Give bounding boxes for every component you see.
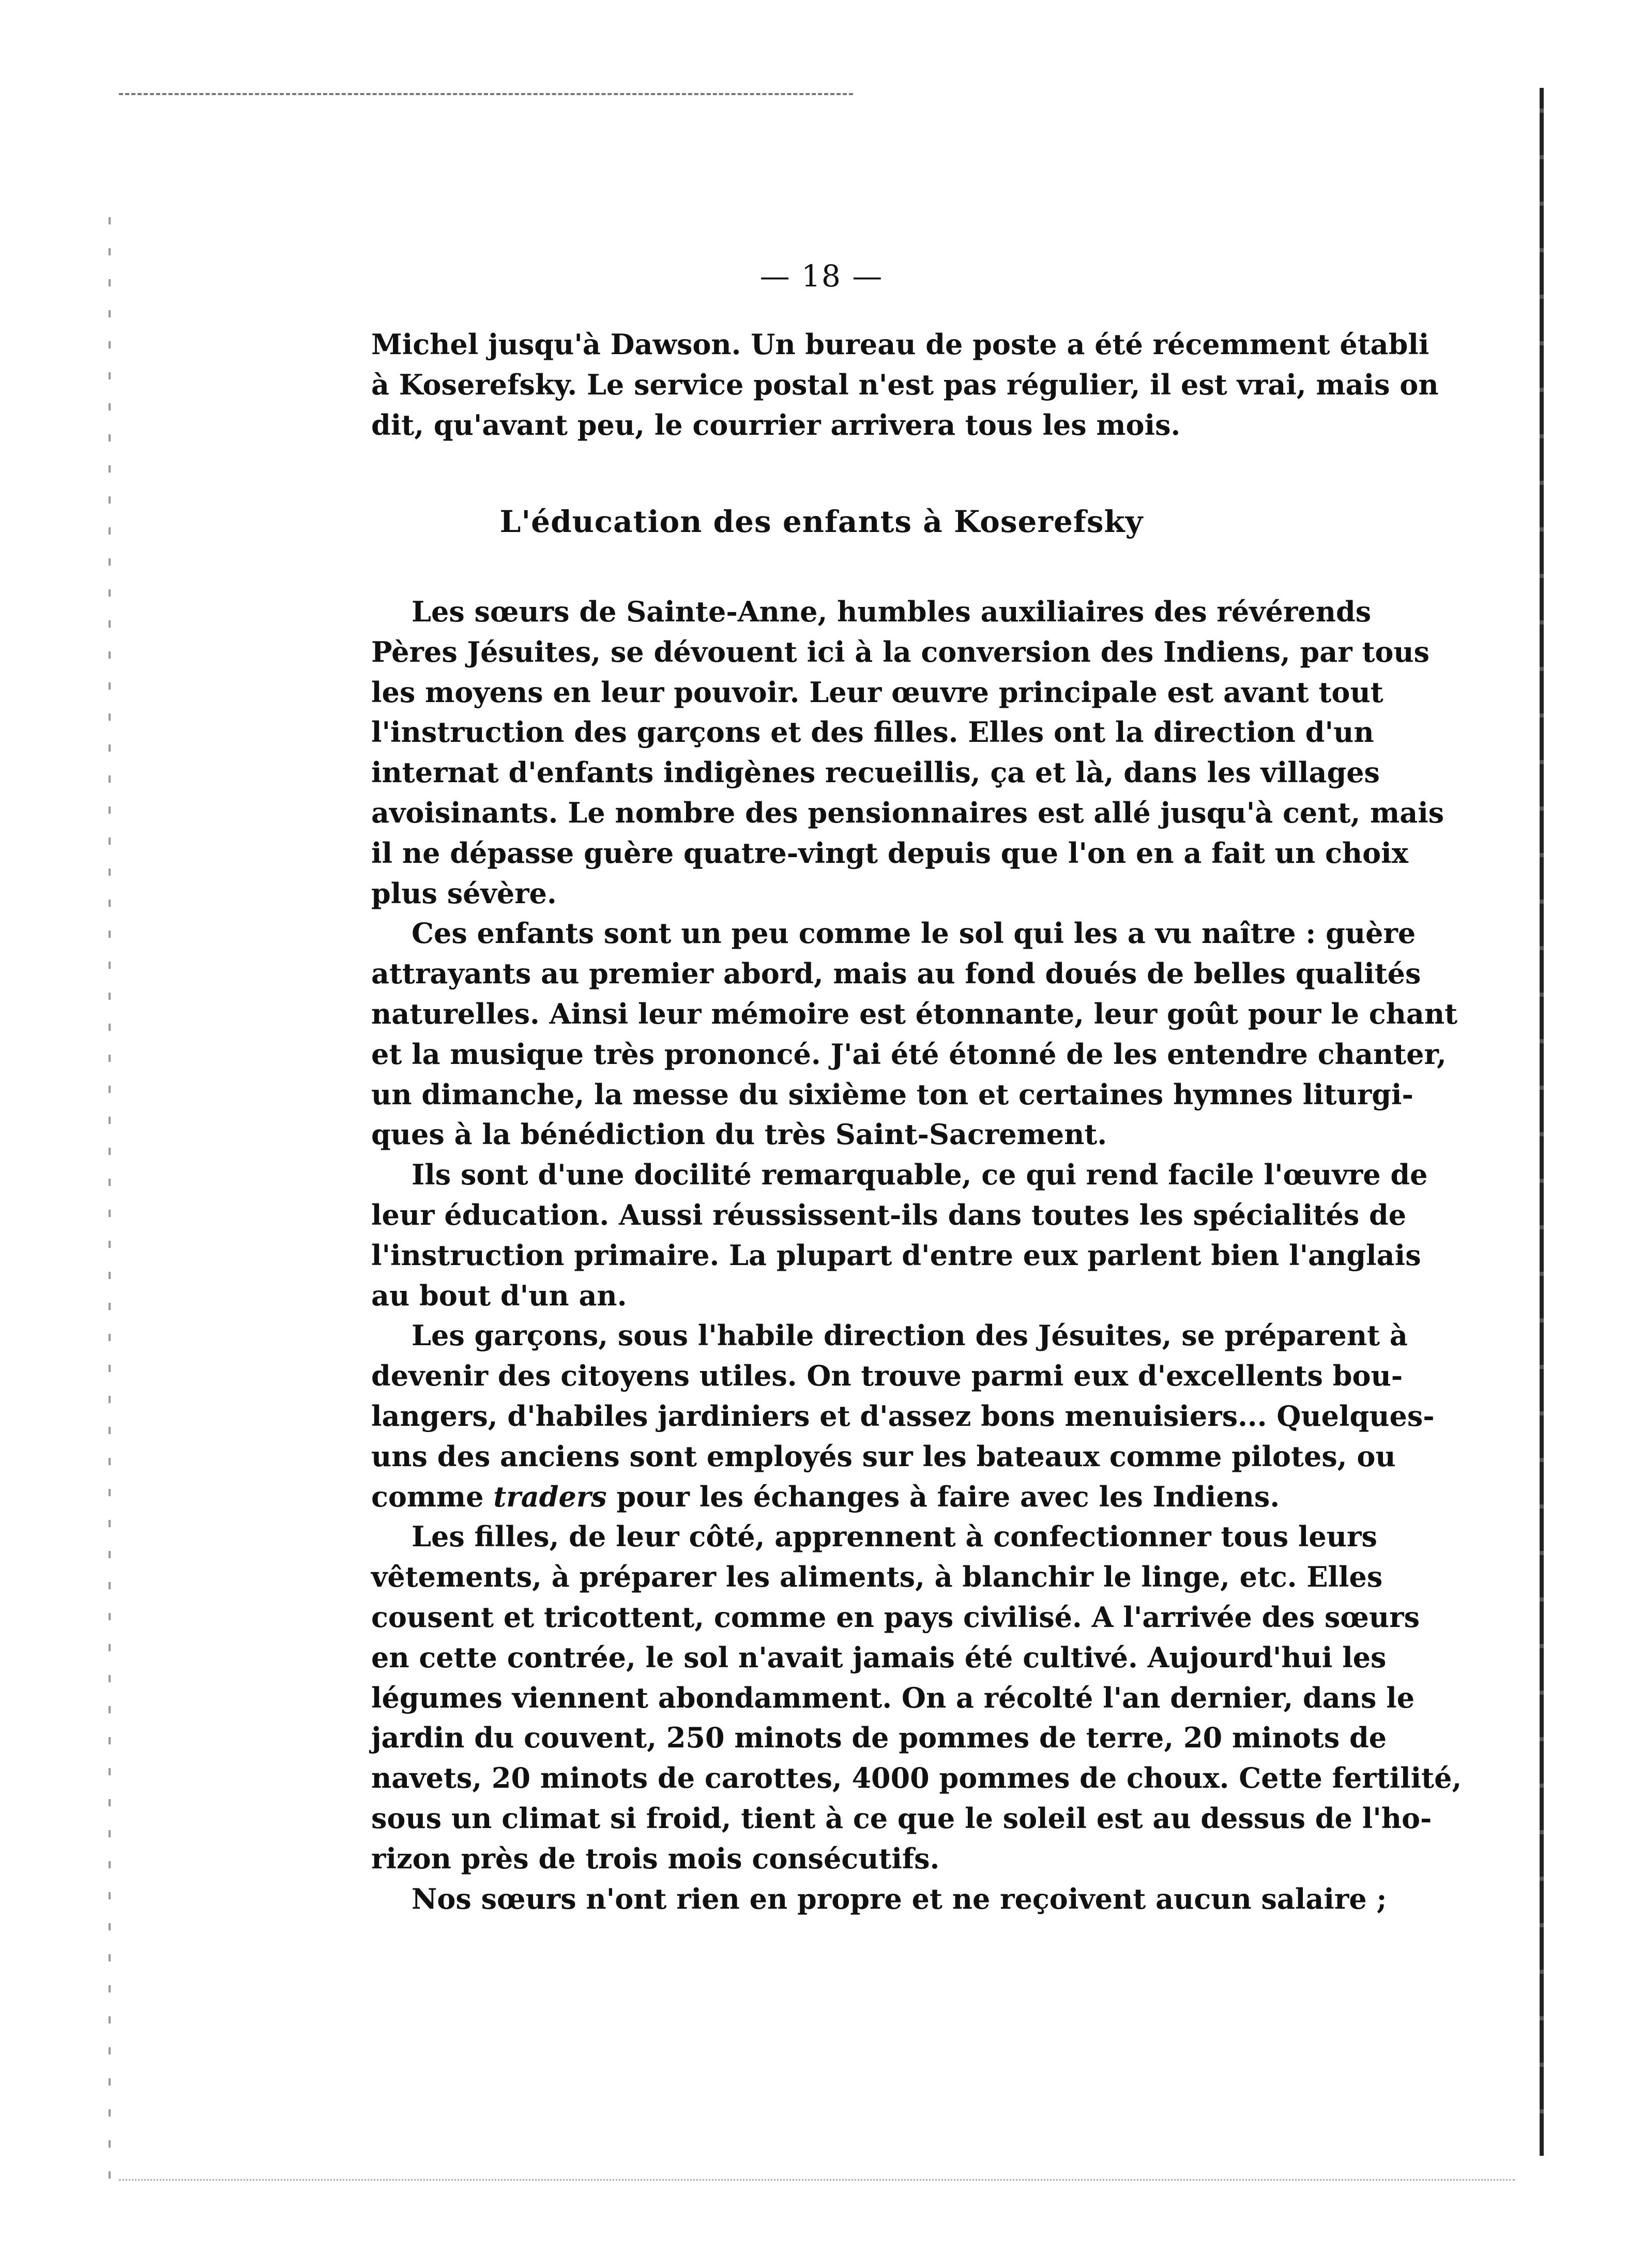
paragraph-line: internat d'enfants indigènes recueillis, ça et là, dans les villages [371,756,1380,789]
paragraph-line: vêtements, à préparer les aliments, à blanchir le linge, etc. Elles [371,1560,1383,1594]
paragraph-line: ques à la bénédiction du très Saint-Sacrement. [371,1118,1107,1151]
body-text [371,592,1462,1919]
paragraph-line: il ne dépasse guère quatre-vingt depuis que l'on en a fait un choix [371,836,1408,870]
scan-right-edge [1540,88,1544,2156]
intro-line: à Koserefsky. Le service postal n'est pas régulier, il est vrai, mais on [371,368,1439,401]
paragraph-line: Les filles, de leur côté, apprennent à confectionner tous leurs [412,1520,1377,1554]
italic-word: traders [493,1480,607,1513]
paragraph-line: navets, 20 minots de carottes, 4000 pommes de choux. Cette fertilité, [371,1761,1462,1795]
paragraph-line: légumes viennent abondamment. On a récolté l'an dernier, dans le [371,1681,1415,1714]
scan-top-rule [119,93,853,95]
paragraph-line: les moyens en leur pouvoir. Leur œuvre principale est avant tout [371,675,1383,709]
paragraph-line: Pères Jésuites, se dévouent ici à la conversion des Indiens, par tous [371,635,1430,668]
scan-bottom-rule [119,2179,1515,2181]
intro-line: dit, qu'avant peu, le courrier arrivera tous les mois. [371,408,1181,442]
paragraph-line: plus sévère. [371,876,557,910]
paragraph-line: et la musique très prononcé. J'ai été étonné de les entendre chanter, [371,1037,1447,1071]
paragraph-line: en cette contrée, le sol n'avait jamais été cultivé. Aujourd'hui les [371,1640,1387,1674]
paragraph-line: l'instruction primaire. La plupart d'entre eux parlent bien l'anglais [371,1238,1421,1272]
page-number: — 18 — [759,258,884,294]
paragraph-line: au bout d'un an. [371,1278,627,1312]
paragraph-line: Les garçons, sous l'habile direction des Jésuites, se préparent à [412,1319,1408,1352]
paragraph-line: Ces enfants sont un peu comme le sol qui les a vu naître : guère [412,917,1416,950]
paragraph-line: cousent et tricottent, comme en pays civilisé. A l'arrivée des sœurs [371,1600,1420,1634]
paragraph-line: devenir des citoyens utiles. On trouve parmi eux d'excellents bou- [371,1359,1403,1393]
intro-line: Michel jusqu'à Dawson. Un bureau de poste a été récemment établi [371,328,1429,361]
paragraph-line: Les sœurs de Sainte-Anne, humbles auxiliaires des révérends [412,595,1372,628]
paragraph-line: Nos sœurs n'ont rien en propre et ne reçoivent aucun salaire ; [412,1882,1387,1915]
paragraph-line: leur éducation. Aussi réussissent-ils dans toutes les spécialités de [371,1198,1407,1231]
intro-text [371,325,1439,445]
paragraph-line: l'instruction des garçons et des filles. Elles ont la direction d'un [371,716,1374,749]
paragraph-line: comme traders pour les échanges à faire avec les Indiens. [371,1480,1280,1513]
paragraph-line: avoisinants. Le nombre des pensionnaires est allé jusqu'à cent, mais [371,796,1444,829]
paragraph-line: uns des anciens sont employés sur les bateaux comme pilotes, ou [371,1439,1396,1473]
paragraph-line: sous un climat si froid, tient à ce que le soleil est au dessus de l'ho- [371,1801,1432,1835]
paragraph-line: jardin du couvent, 250 minots de pommes de terre, 20 minots de [371,1721,1387,1755]
paragraph-line: langers, d'habiles jardiniers et d'assez bons menuisiers... Quelques- [371,1399,1435,1433]
paragraph-line: un dimanche, la messe du sixième ton et certaines hymnes liturgi- [371,1077,1413,1111]
paragraph-line: rizon près de trois mois consécutifs. [371,1841,940,1875]
section-heading: L'éducation des enfants à Koserefsky [499,504,1144,539]
paragraph-line: Ils sont d'une docilité remarquable, ce qui rend facile l'œuvre de [412,1158,1428,1192]
paragraph-line: attrayants au premier abord, mais au fond doués de belles qualités [371,957,1421,991]
paragraph-line: naturelles. Ainsi leur mémoire est étonnante, leur goût pour le chant [371,997,1458,1030]
